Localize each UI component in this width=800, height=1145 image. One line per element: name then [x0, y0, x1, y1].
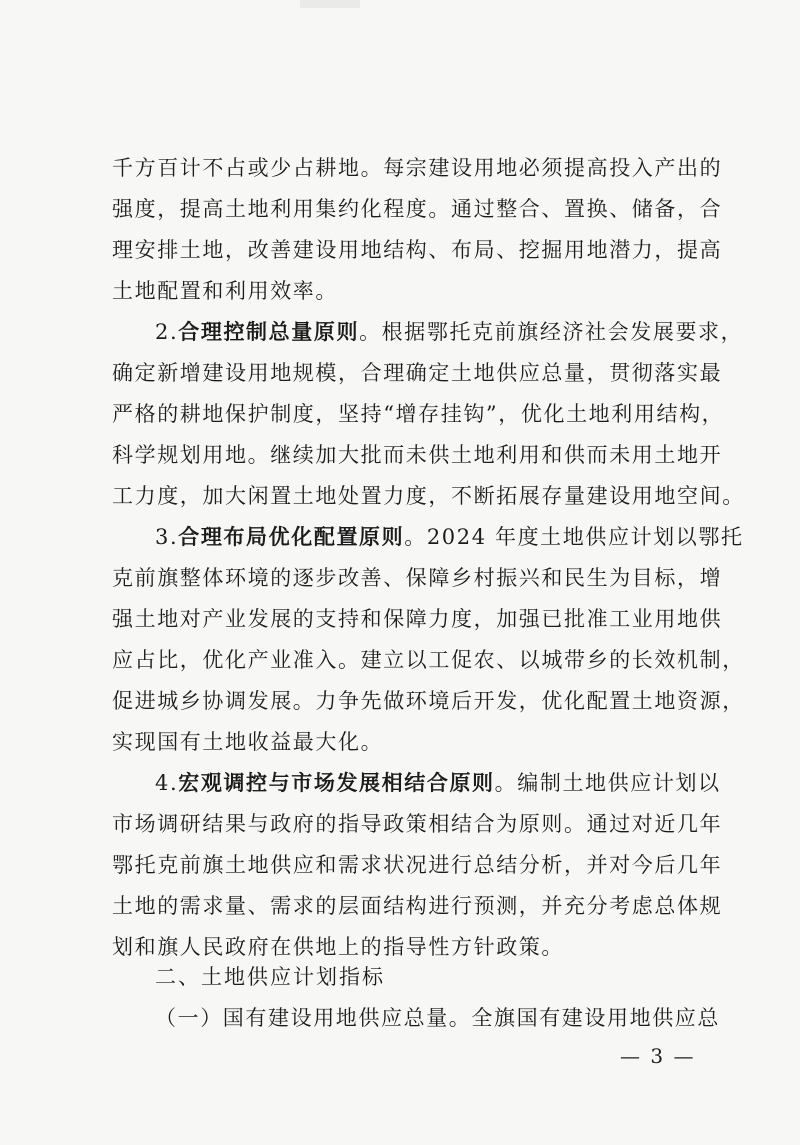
- paragraph-line: 促进城乡协调发展。力争先做环境后开发，优化配置土地资源，: [112, 689, 745, 713]
- paragraph-line: 理安排土地，改善建设用地结构、布局、挖掘用地潜力，提高: [112, 238, 723, 262]
- principle-title: 宏观调控与市场发展相结合原则: [178, 770, 495, 795]
- principle-text: 。根据鄂托克前旗经济社会发展要求，: [359, 320, 744, 344]
- subsection-line: （一）国有建设用地供应总量。全旗国有建设用地供应总: [155, 1006, 720, 1030]
- principle-4-first-line: [155, 768, 721, 798]
- paragraph-line: 千方百计不占或少占耕地。每宗建设用地必须提高投入产出的: [112, 156, 723, 180]
- paragraph-line: 克前旗整体环境的逐步改善、保障乡村振兴和民生为目标，增: [112, 566, 723, 590]
- paragraph-line: 土地配置和利用效率。: [112, 279, 338, 303]
- paragraph-line: 应占比，优化产业准入。建立以工促农、以城带乡的长效机制，: [112, 648, 745, 672]
- paragraph-line: 土地的需求量、需求的层面结构进行预测，并充分考虑总体规: [112, 894, 723, 918]
- paragraph-line: 划和旗人民政府在供地上的指导性方针政策。: [112, 935, 564, 959]
- principle-title: 合理布局优化配置原则: [178, 524, 405, 549]
- principle-number: 4.: [155, 771, 179, 795]
- section-heading: 二、土地供应计划指标: [155, 965, 385, 989]
- principle-text: 。2024 年度土地供应计划以鄂托: [404, 525, 744, 549]
- paragraph-line: 确定新增建设用地规模，合理确定土地供应总量，贯彻落实最: [112, 361, 723, 385]
- principle-title: 合理控制总量原则: [178, 319, 360, 344]
- principle-3-first-line: [155, 522, 744, 552]
- paragraph-line: 市场调研结果与政府的指导政策相结合为原则。通过对近几年: [112, 812, 723, 836]
- principle-text: 。编制土地供应计划以: [494, 771, 721, 795]
- page-number: — 3 —: [620, 1044, 696, 1068]
- paragraph-line: 强土地对产业发展的支持和保障力度，加强已批准工业用地供: [112, 607, 723, 631]
- principle-number: 2.: [155, 320, 179, 344]
- paragraph-line: 严格的耕地保护制度，坚持“增存挂钩”，优化土地利用结构，: [112, 402, 725, 426]
- paragraph-line: 实现国有土地收益最大化。: [112, 730, 384, 754]
- principle-number: 3.: [155, 525, 179, 549]
- paragraph-line: 工力度，加大闲置土地处置力度，不断拓展存量建设用地空间。: [112, 484, 745, 508]
- paragraph-line: 科学规划用地。继续加大批而未供土地利用和供而未用土地开: [112, 443, 723, 467]
- scan-artifact: [300, 0, 360, 8]
- paragraph-line: 强度，提高土地利用集约化程度。通过整合、置换、储备，合: [112, 197, 723, 221]
- paragraph-line: 鄂托克前旗土地供应和需求状况进行总结分析，并对今后几年: [112, 853, 723, 877]
- principle-2-first-line: [155, 317, 744, 347]
